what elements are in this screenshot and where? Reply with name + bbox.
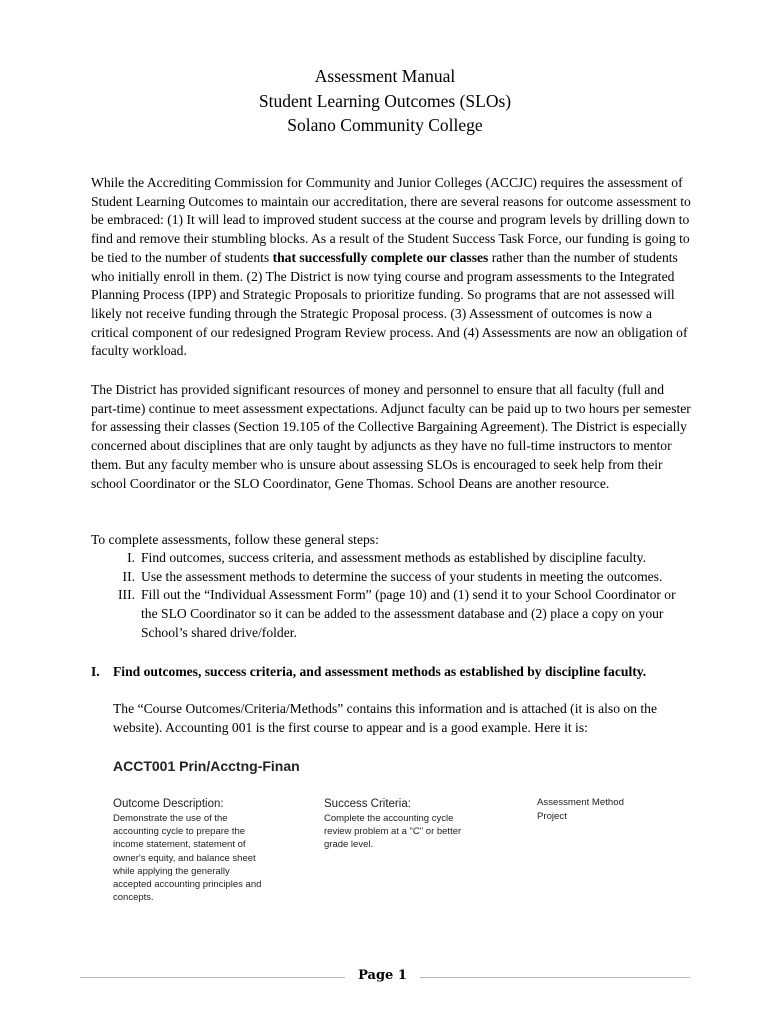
title-line-3: Solano Community College [287,115,483,135]
title-line-2: Student Learning Outcomes (SLOs) [258,90,512,111]
section-title: Find outcomes, success criteria, and assessment methods as established by discipline faculty. [113,664,647,679]
step-text: Find outcomes, success criteria, and assessment methods as established by discipline faculty. [141,550,646,565]
intro-bold-text: that successfully complete our classes [272,249,489,265]
method-heading: Assessment Method [537,797,624,808]
outcome-column [113,796,263,904]
footer-rule-left [80,977,345,978]
steps-list [91,549,691,643]
step-text: Use the assessment methods to determine the success of your students in meeting the outcomes. [141,568,663,584]
step-item [91,568,691,587]
criteria-description: Complete the accounting cycle review problem at a "C" or better grade level. [324,813,462,851]
outcome-heading: Outcome Description: [113,798,224,810]
intro-text-start: While the Accrediting Commission for Community and Junior Colleges (ACCJC) requires the assessment of Student Learning Outcomes to maintain our accreditation, there are several reasons for outcome assessment to be embraced: (1) It will lead to improved student success at the course and program levels by drilling down to find and remove their stumbling blocks. As a result of the Student Success Task Force, our funding is going to be tied to the number of students [91,175,691,265]
step-number: I. [127,550,135,565]
section-body: The “Course Outcomes/Criteria/Methods” contains this information and is attached (it is also on the website). Accounting 001 is the first course to appear and is a good example. Here it is: [113,701,658,735]
method-column [537,796,657,824]
document-title [0,64,770,138]
section-number: I. [91,664,100,679]
resources-paragraph: The District has provided significant resources of money and personnel to ensure that all faculty (full and part-time) continue to meet assessment expectations. Adjunct faculty can be paid up to two hours per semester for assessing their classes (Section 19.105 of the Collective Bargaining Agreement). The District is especially concerned about disciplines that are only taught by adjuncts as they have no full-time instructors to mentor them. But any faculty member who is unsure about assessing SLOs is encouraged to seek help from their school Coordinator or the SLO Coordinator, Gene Thomas. School Deans are another resource. [91,382,691,491]
course-title: ACCT001 Prin/Acctng-Finan [113,758,300,774]
criteria-heading: Success Criteria: [324,798,411,810]
step-number: III. [118,587,135,603]
step-item [91,549,691,568]
method-value: Project [537,811,567,822]
page-footer [80,968,690,988]
footer-rule-right [420,977,690,978]
section-heading [91,663,691,682]
step-text: Fill out the “Individual Assessment Form” (page 10) and (1) send it to your School Coordinator or the SLO Coordinator so it can be added to the assessment database and (2) place a copy on your School’s shared drive/folder. [141,587,676,640]
criteria-column [324,796,474,852]
outcome-description: Demonstrate the use of the accounting cycle to prepare the income statement, statement of owner's equity, and balance sheet while applying the generally accepted accounting principles and concepts. [113,813,262,904]
intro-paragraph [91,174,691,361]
title-line-1: Assessment Manual [314,66,456,86]
page-number: Page 1 [358,968,407,983]
steps-intro: To complete assessments, follow these general steps: [91,532,379,547]
step-number: II. [122,568,135,584]
step-item [91,586,691,642]
intro-text-end: rather than the number of students who initially enroll in them. (2) The District is now tying course and program assessments to the Integrated Planning Process (IPP) and Strategic Proposals to prioritize funding. So programs that are not assessed will likely not receive funding through the Strategic Proposal process. (3) Assessment of outcomes is now a critical component of our redesigned Program Review process. And (4) Assessments are now an obligation of faculty workload. [91,249,688,359]
